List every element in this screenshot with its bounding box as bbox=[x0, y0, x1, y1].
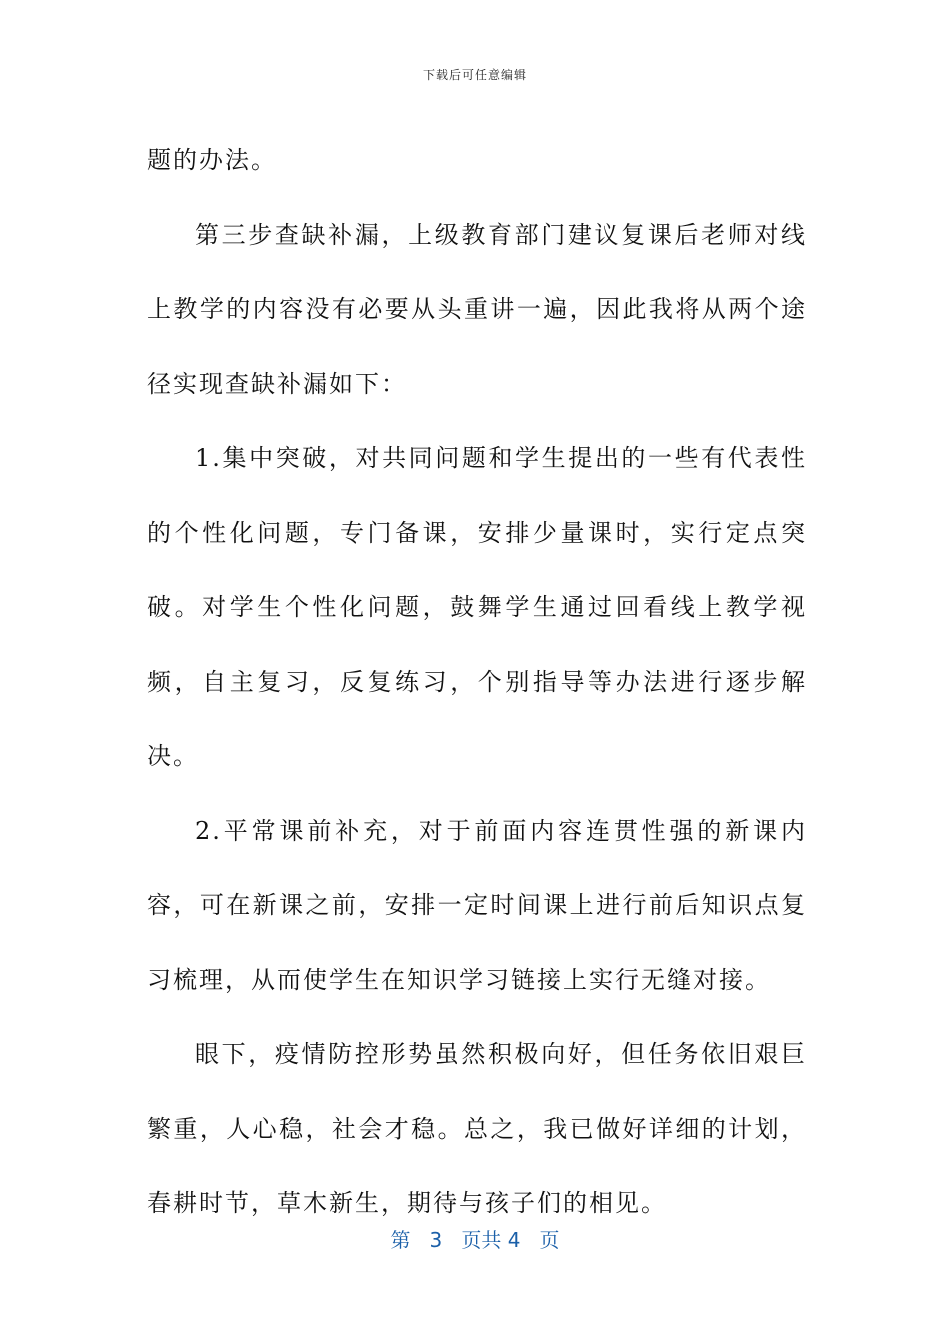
paragraph-3: 1.集中突破，对共同问题和学生提出的一些有代表性的个性化问题，专门备课，安排少量课时，实行定点突破。对学生个性化问题，鼓舞学生通过回看线上教学视频，自主复习，反复练习，个别指导等办法进行逐步解决。 bbox=[147, 444, 807, 770]
footer-suffix: 页 bbox=[539, 1228, 560, 1252]
page-header: 下载后可任意编辑 bbox=[422, 68, 527, 82]
paragraph-4: 2.平常课前补充，对于前面内容连贯性强的新课内容，可在新课之前，安排一定时间课上进行前后知识点复习梳理，从而使学生在知识学习链接上实行无缝对接。 bbox=[147, 816, 807, 994]
paragraph-1: 题的办法。 bbox=[147, 146, 277, 174]
paragraph-5: 眼下，疫情防控形势虽然积极向好，但任务依旧艰巨繁重，人心稳，社会才稳。总之，我已做好详细的计划，春耕时节，草木新生，期待与孩子们的相见。 bbox=[147, 1040, 807, 1217]
footer-prefix: 第 bbox=[390, 1228, 411, 1252]
paragraph-2: 第三步查缺补漏，上级教育部门建议复课后老师对线上教学的内容没有必要从头重讲一遍，因此我将从两个途径实现查缺补漏如下： bbox=[147, 220, 807, 398]
total-pages-number: 4 bbox=[507, 1228, 521, 1252]
document-body bbox=[147, 123, 807, 1241]
footer-middle: 页共 bbox=[461, 1228, 502, 1252]
page-footer bbox=[0, 1224, 950, 1253]
current-page-number: 3 bbox=[429, 1228, 443, 1252]
